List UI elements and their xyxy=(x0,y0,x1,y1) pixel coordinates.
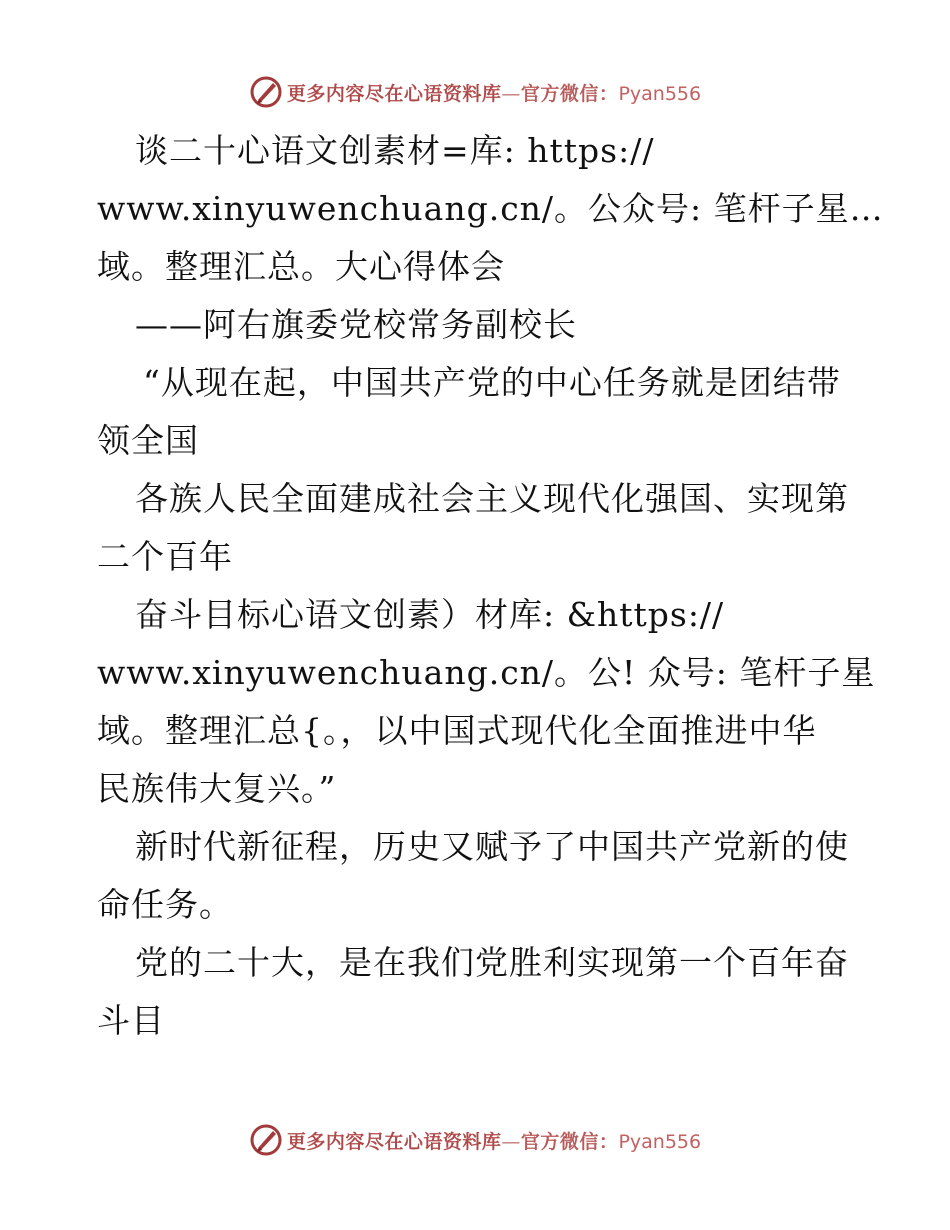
body-line: 斗目 xyxy=(97,1001,165,1040)
banner-account-id: Pyan556 xyxy=(618,82,702,105)
banner-text xyxy=(287,79,701,106)
body-line: 二个百年 xyxy=(97,537,233,576)
body-line: 谈二十心语文创素材=库: https:// xyxy=(135,131,655,170)
footer-watermark-banner xyxy=(0,1120,950,1160)
document-body xyxy=(97,122,884,1050)
body-line: www.xinyuwenchuang.cn/。公! 众号: 笔杆子星 xyxy=(97,653,876,692)
banner-main-text: 更多内容尽在心语资料库 xyxy=(286,82,502,105)
banner-official-label: 官方微信： xyxy=(520,1130,619,1153)
body-line: 域。整理汇总。大心得体会 xyxy=(97,247,505,286)
banner-official-label: 官方微信： xyxy=(520,82,619,105)
body-line: 奋斗目标心语文创素）材库: &https:// xyxy=(135,595,725,634)
body-line: 域。整理汇总{。，以中国式现代化全面推进中华 xyxy=(97,711,817,750)
banner-separator: — xyxy=(501,1130,521,1153)
body-line: www.xinyuwenchuang.cn/。公众号: 笔杆子星… xyxy=(97,189,884,228)
banner-account-id: Pyan556 xyxy=(618,1130,702,1153)
body-line: “从现在起，中国共产党的中心任务就是团结带 xyxy=(143,363,841,402)
header-watermark-banner xyxy=(0,72,950,112)
body-line: 党的二十大，是在我们党胜利实现第一个百年奋 xyxy=(135,943,849,982)
body-line: 领全国 xyxy=(97,421,199,460)
body-line: 命任务。 xyxy=(97,885,233,924)
body-line: 新时代新征程，历史又赋予了中国共产党新的使 xyxy=(135,827,849,866)
banner-text xyxy=(287,1127,701,1154)
quill-logo-icon xyxy=(249,1123,283,1157)
body-line: ——阿右旗委党校常务副校长 xyxy=(135,305,577,344)
body-line: 民族伟大复兴。” xyxy=(97,769,337,808)
banner-main-text: 更多内容尽在心语资料库 xyxy=(286,1130,502,1153)
body-line: 各族人民全面建成社会主义现代化强国、实现第 xyxy=(135,479,849,518)
banner-separator: — xyxy=(501,82,521,105)
quill-logo-icon xyxy=(249,75,283,109)
